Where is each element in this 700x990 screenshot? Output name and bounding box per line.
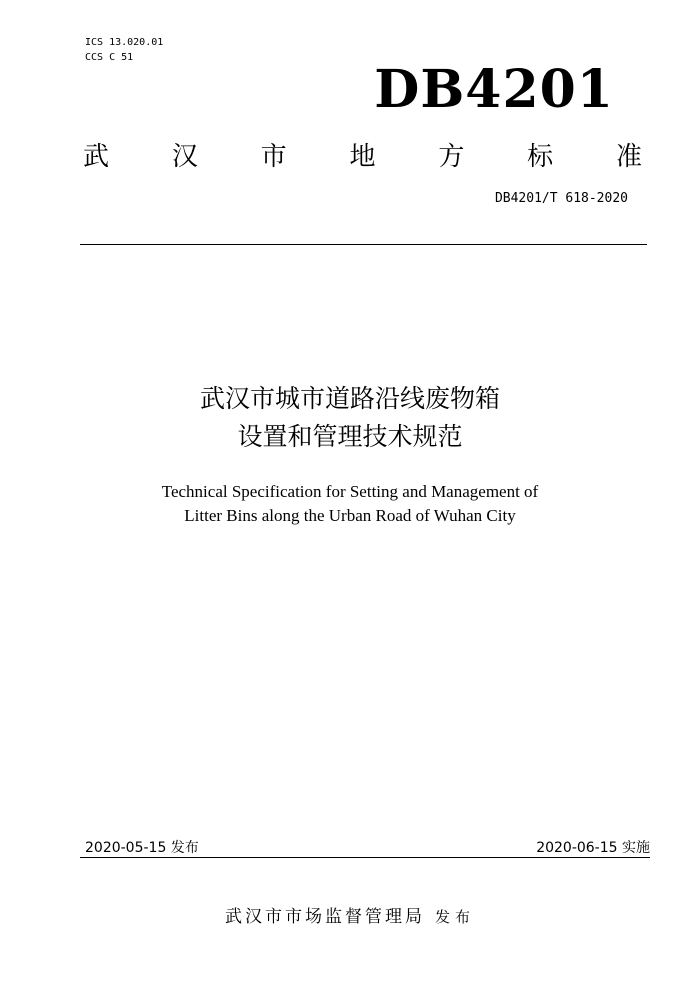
issuer-action: 发布 bbox=[434, 908, 475, 926]
top-divider bbox=[80, 244, 647, 245]
english-title bbox=[0, 480, 700, 528]
standard-code-logo: DB4201 bbox=[374, 59, 614, 120]
chinese-title-line: 武汉市城市道路沿线废物箱 bbox=[199, 384, 500, 413]
issuer-organization: 武汉市市场监督管理局 bbox=[224, 907, 425, 927]
english-title-line: Technical Specification for Setting and Management of bbox=[161, 482, 539, 501]
bottom-divider bbox=[80, 857, 650, 858]
standard-type-char: 方 bbox=[438, 141, 465, 172]
implementation-date: 2020-06-15 实施 bbox=[536, 840, 650, 856]
standard-type-char: 地 bbox=[349, 141, 376, 172]
standard-type-char: 市 bbox=[260, 141, 287, 172]
chinese-title bbox=[0, 380, 700, 456]
standard-type-char: 武 bbox=[83, 141, 110, 172]
ics-code: ICS 13.020.01 bbox=[85, 37, 164, 48]
chinese-title-line: 设置和管理技术规范 bbox=[237, 422, 463, 451]
standard-number: DB4201/T 618-2020 bbox=[494, 191, 628, 206]
standard-type-char: 准 bbox=[615, 141, 642, 172]
ccs-code: CCS C 51 bbox=[85, 52, 134, 63]
english-title-line: Litter Bins along the Urban Road of Wuhan City bbox=[184, 506, 516, 525]
standard-type bbox=[83, 134, 642, 174]
issuing-authority bbox=[0, 902, 700, 927]
standard-type-char: 标 bbox=[527, 141, 554, 172]
standard-type-char: 汉 bbox=[171, 141, 198, 172]
issue-date: 2020-05-15 发布 bbox=[85, 840, 199, 856]
